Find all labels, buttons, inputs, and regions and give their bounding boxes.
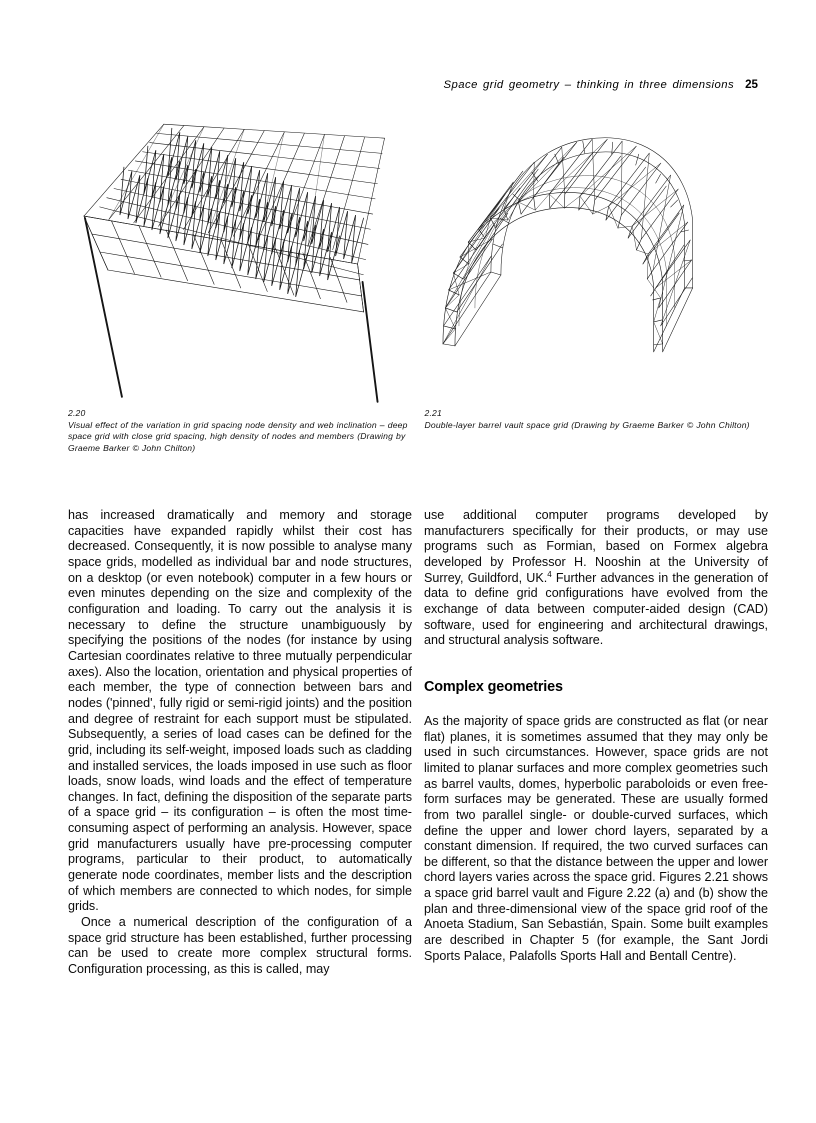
heading-space-after	[424, 696, 768, 714]
figure-2-20-caption	[68, 408, 412, 455]
figure-2-21-number: 2.21	[424, 408, 442, 418]
paragraph-complex-geometries: As the majority of space grids are constructed as flat (or near flat) planes, it is sometimes assumed that they may only be used in such circumstances. However, space grids are not limited to planar surfaces and more complex geometries such as barrel vaults, domes, hyperbolic paraboloids or even free-form surfaces may be generated. These are usually formed from two parallel single- or double-curved surfaces, which define the upper and lower chord layers, separated by a constant dimension. If required, the two curved surfaces can be different, so that the distance between the upper and lower chord layers varies across the space grid. Figures 2.21 shows a space grid barrel vault and Figure 2.22 (a) and (b) show the plan and three-dimensional view of the space grid roof of the Anoeta Stadium, San Sebastián, Spain. Some built examples are described in Chapter 5 (for example, the Sant Jordi Sports Palace, Palafolls Sports Hall and Bentall Centre).	[424, 713, 768, 963]
paragraph-formian-text-before-footnote: use additional computer programs developed by manufacturers specifically for their products, or may use programs such as Formian, based on Formex algebra developed by Professor H. Nooshin at the University of Surrey, Guildford, UK.	[424, 508, 768, 585]
caption-row	[68, 408, 768, 455]
paragraph-formian-text-after-footnote: Further advances in the generation of data to define grid configurations have evolved from the exchange of data between computer-aided design (CAD) software, used for engineering and architectural drawings, and structural analysis software.	[424, 570, 768, 648]
figure-2-21-image	[425, 112, 769, 407]
figure-2-21-caption	[425, 408, 769, 455]
deep-space-grid-drawing	[68, 112, 412, 407]
paragraph-configuration-processing: Once a numerical description of the configuration of a space grid structure has been established, further processing can be used to create more complex structural forms. Configuration processing, as this is called, may	[68, 915, 412, 977]
figure-row	[68, 112, 768, 407]
page-number: 25	[745, 78, 758, 91]
running-head-title: Space grid geometry – thinking in three dimensions	[443, 79, 735, 91]
left-column	[68, 508, 412, 978]
figure-2-20-image	[68, 112, 412, 407]
footnote-reference-4[interactable]: 4	[547, 569, 552, 579]
right-column	[424, 508, 768, 978]
figure-2-20-caption-text: Visual effect of the variation in grid spacing node density and web inclination – deep space grid with close grid spacing, high density of nodes and members (Drawing by Graeme Barker © John Chilton)	[68, 419, 408, 454]
heading-space-before	[424, 649, 768, 679]
body-columns	[68, 508, 768, 978]
figure-2-20-number: 2.20	[68, 408, 86, 418]
paragraph-formian	[424, 508, 768, 649]
paragraph-continued: has increased dramatically and memory and storage capacities have expanded rapidly whilst their cost has decreased. Consequently, it is now possible to analyse many space grids, modelled as individual bar and node structures, on a desktop (or even notebook) computer in a few hours or even minutes depending on the size and complexity of the configuration and loading. To carry out the analysis it is necessary to define the structure unambiguously by specifying the positions of the nodes (for instance by using Cartesian coordinates relative to three mutually perpendicular axes). Also the location, orientation and physical properties of each member, the type of connection between bars and nodes ('pinned', fully rigid or semi-rigid joints) and the position and degree of restraint for each support must be stipulated. Subsequently, a series of load cases can be defined for the grid, including its self-weight, imposed loads such as cladding and installed services, the loads imposed in use such as floor loads, snow loads, wind loads and the effect of temperature changes. In fact, defining the disposition of the separate parts of a space grid – its configuration – is often the most time-consuming aspect of performing an analysis. However, space grid manufacturers usually have pre-processing computer programs, particular to their product, to automatically generate node coordinates, member lists and the description of which members are connected to which nodes, for simple grids.	[68, 508, 412, 914]
running-head	[68, 78, 758, 96]
figure-2-21-caption-text: Double-layer barrel vault space grid (Drawing by Graeme Barker © John Chilton)	[424, 419, 750, 430]
barrel-vault-space-grid-drawing	[425, 112, 769, 407]
section-heading-complex-geometries: Complex geometries	[424, 678, 563, 695]
